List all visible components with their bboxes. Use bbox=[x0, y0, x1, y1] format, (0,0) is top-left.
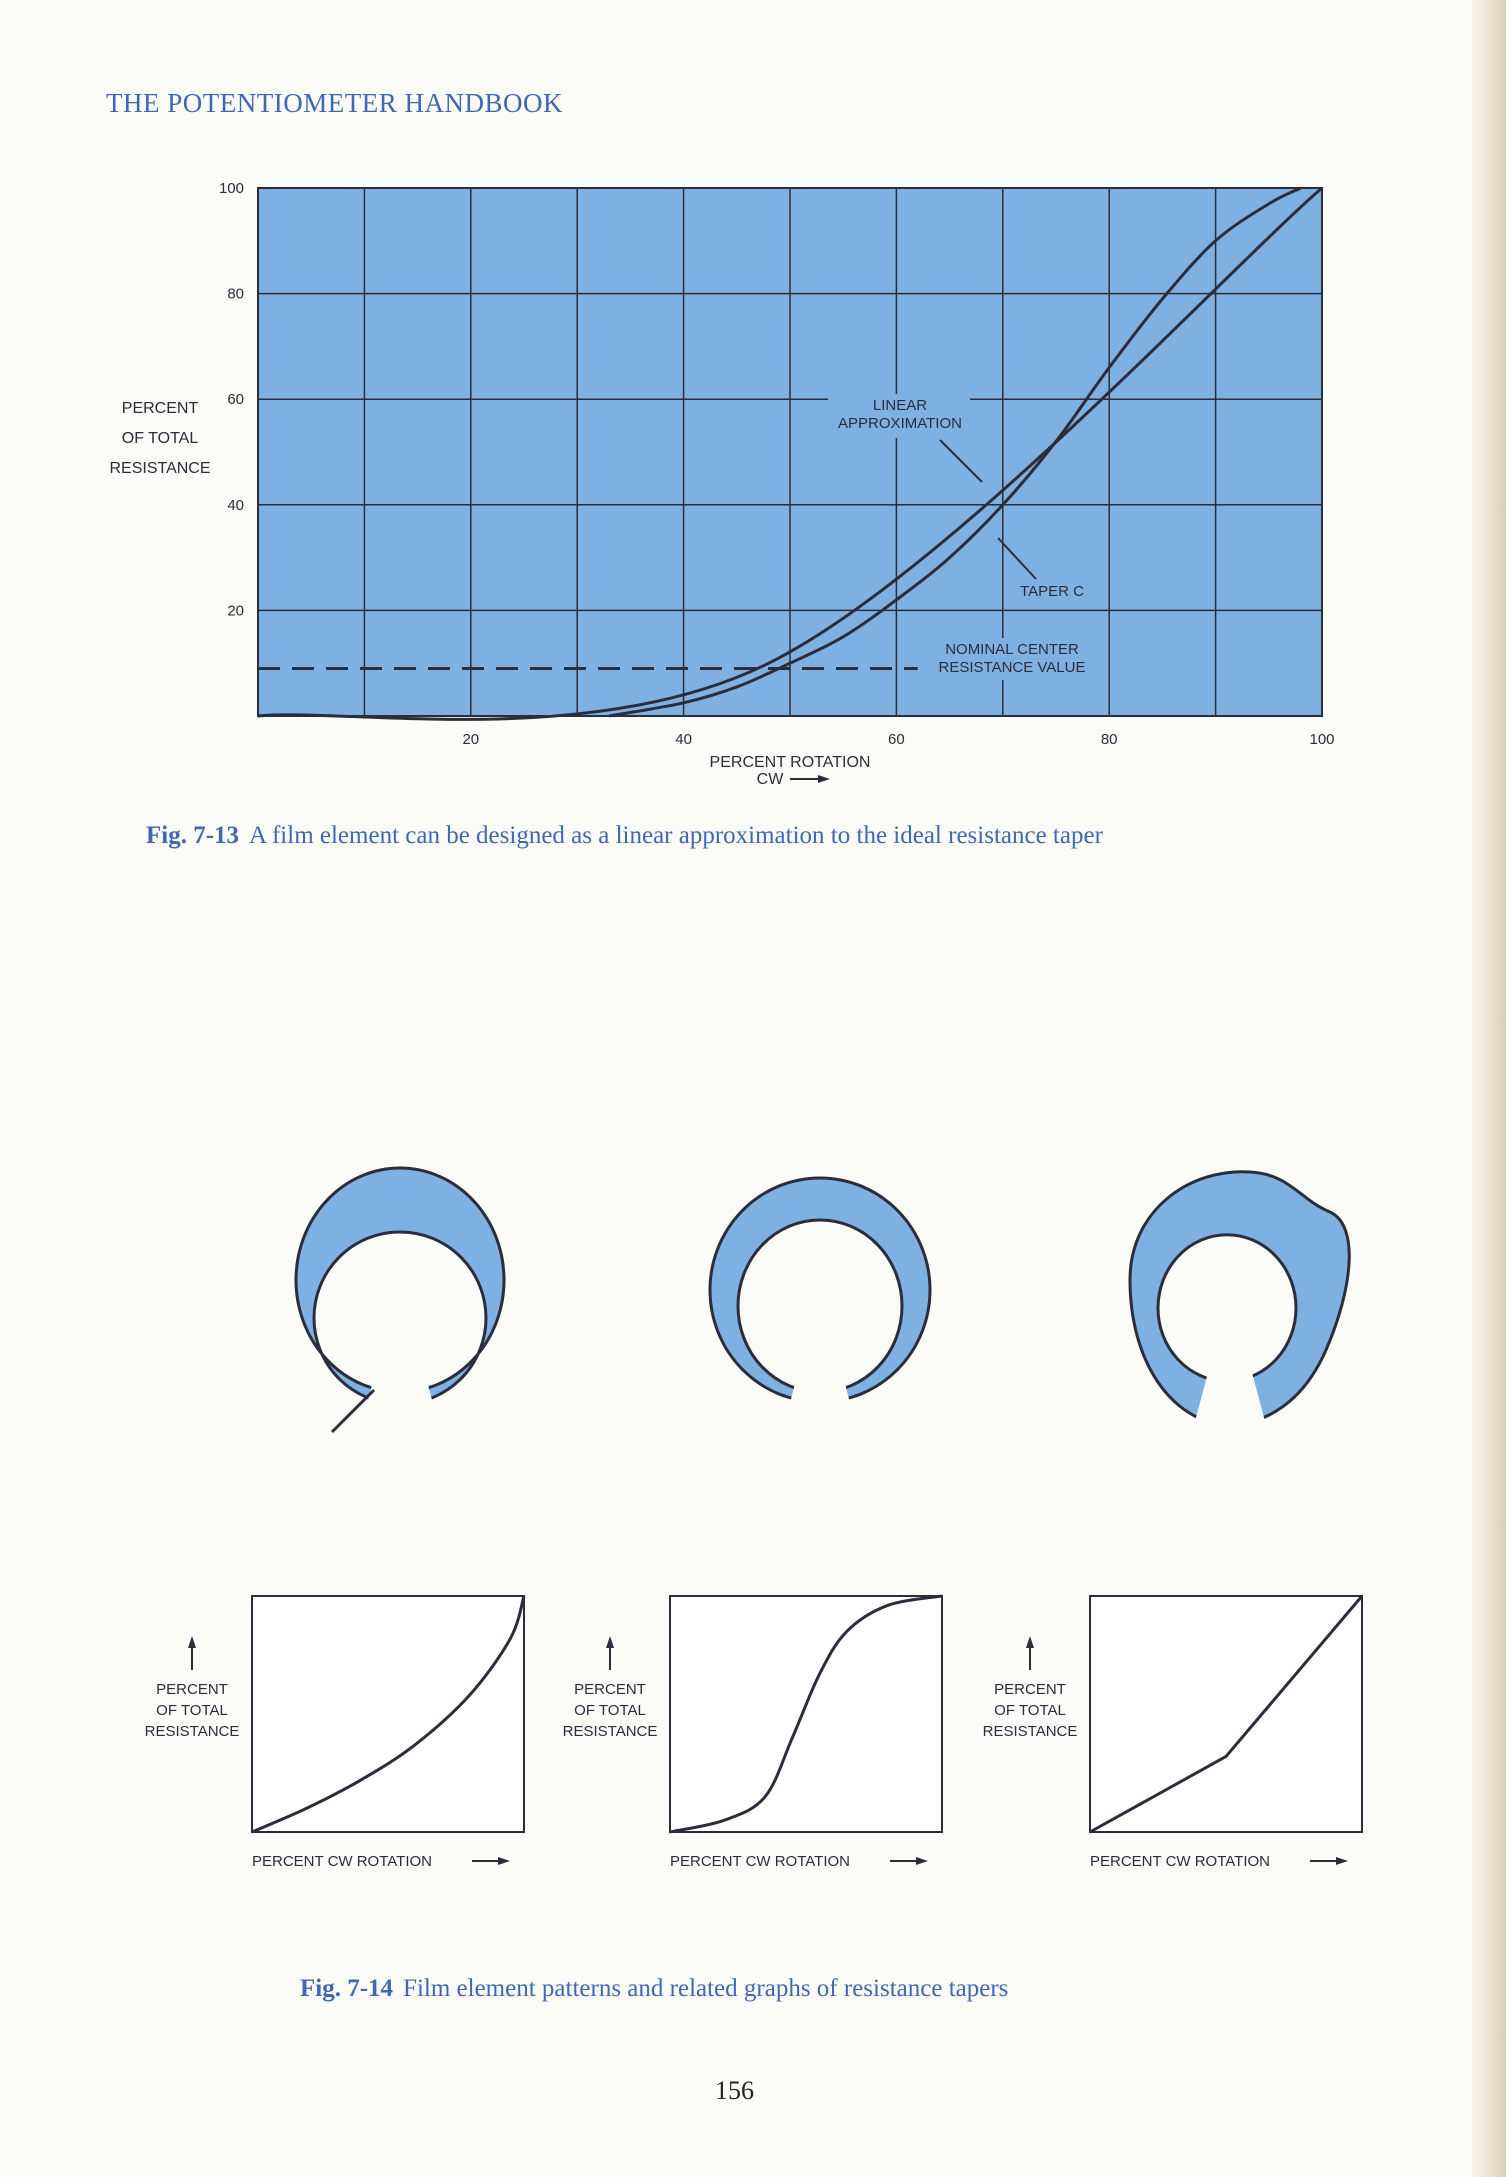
fig14-caption-label: Fig. 7-14 bbox=[300, 1975, 394, 2002]
fig13-chart bbox=[0, 170, 1506, 990]
linear-label-line2: APPROXIMATION bbox=[838, 415, 962, 432]
fig13-arrow-right-icon bbox=[790, 775, 830, 783]
fig14-ylabel-line: PERCENT bbox=[156, 1681, 228, 1698]
x-tick-label: 40 bbox=[675, 731, 692, 748]
fig13-ylabel-line2: OF TOTAL bbox=[121, 430, 199, 447]
fig13-xlabel: PERCENT ROTATION bbox=[709, 754, 871, 771]
film-element-patterns bbox=[0, 1130, 1506, 1460]
right-arrow-icon bbox=[472, 1857, 510, 1865]
fig13-ylabel-line3: RESISTANCE bbox=[109, 460, 211, 477]
y-tick-label: 60 bbox=[227, 391, 244, 409]
x-tick-label: 60 bbox=[888, 731, 905, 748]
x-tick-label: 20 bbox=[462, 731, 480, 748]
fig14-ylabel-line: PERCENT bbox=[574, 1681, 646, 1698]
fig14-ylabel-line: OF TOTAL bbox=[574, 1702, 646, 1719]
fig13-ylabel-line1: PERCENT bbox=[121, 400, 199, 417]
fig14-xlabel: PERCENT CW ROTATION bbox=[252, 1853, 432, 1870]
fig14-caption bbox=[300, 1975, 1008, 2003]
film-element-3 bbox=[1130, 1172, 1349, 1426]
fig14-ylabel-line: OF TOTAL bbox=[156, 1702, 228, 1719]
fig14-ylabel-line: OF TOTAL bbox=[994, 1702, 1066, 1719]
fig13-xlabel-cw: CW bbox=[756, 771, 784, 788]
x-tick-label: 80 bbox=[1100, 731, 1118, 748]
fig13-caption bbox=[146, 822, 1103, 850]
fig14-graphs bbox=[0, 1586, 1506, 1896]
fig14-panels bbox=[145, 1596, 1362, 1870]
linear-label-line1: LINEAR bbox=[872, 397, 928, 414]
y-tick-label: 80 bbox=[227, 285, 244, 303]
fig14-caption-text: Film element patterns and related graphs of resistance tapers bbox=[403, 1975, 1009, 2002]
fig14-ylabel-line: RESISTANCE bbox=[562, 1723, 658, 1740]
up-arrow-icon bbox=[1026, 1636, 1034, 1670]
nominal-label-line2: RESISTANCE VALUE bbox=[938, 659, 1086, 676]
right-arrow-icon bbox=[890, 1857, 928, 1865]
page-number: 156 bbox=[715, 2076, 754, 2105]
fig14-xlabel: PERCENT CW ROTATION bbox=[670, 1853, 850, 1870]
up-arrow-icon bbox=[606, 1636, 614, 1670]
film-element-1 bbox=[296, 1168, 504, 1440]
fig14-ylabel-line: RESISTANCE bbox=[144, 1723, 240, 1740]
running-header: THE POTENTIOMETER HANDBOOK bbox=[106, 88, 563, 118]
fig14-xlabel: PERCENT CW ROTATION bbox=[1090, 1853, 1270, 1870]
fig14-ylabel-line: RESISTANCE bbox=[982, 1723, 1078, 1740]
taper-graph-1 bbox=[145, 1596, 524, 1870]
taper-graph-2 bbox=[563, 1596, 942, 1870]
y-tick-label: 100 bbox=[218, 180, 244, 197]
taper-label: TAPER C bbox=[1020, 583, 1084, 600]
nominal-label-line1: NOMINAL CENTER bbox=[945, 641, 1079, 658]
film-element-2 bbox=[710, 1178, 930, 1402]
taper-graph-3 bbox=[983, 1596, 1362, 1870]
right-arrow-icon bbox=[1310, 1857, 1348, 1865]
up-arrow-icon bbox=[188, 1636, 196, 1670]
graph-frame bbox=[670, 1596, 942, 1832]
y-tick-label: 20 bbox=[227, 602, 244, 620]
y-tick-label: 40 bbox=[227, 496, 244, 514]
fig13-caption-label: Fig. 7-13 bbox=[146, 822, 240, 849]
fig14-ylabel-line: PERCENT bbox=[994, 1681, 1066, 1698]
x-tick-label: 100 bbox=[1309, 731, 1335, 748]
graph-frame bbox=[1090, 1596, 1362, 1832]
graph-frame bbox=[252, 1596, 524, 1832]
fig13-caption-text: A film element can be designed as a linear approximation to the ideal resistance taper bbox=[249, 822, 1103, 849]
